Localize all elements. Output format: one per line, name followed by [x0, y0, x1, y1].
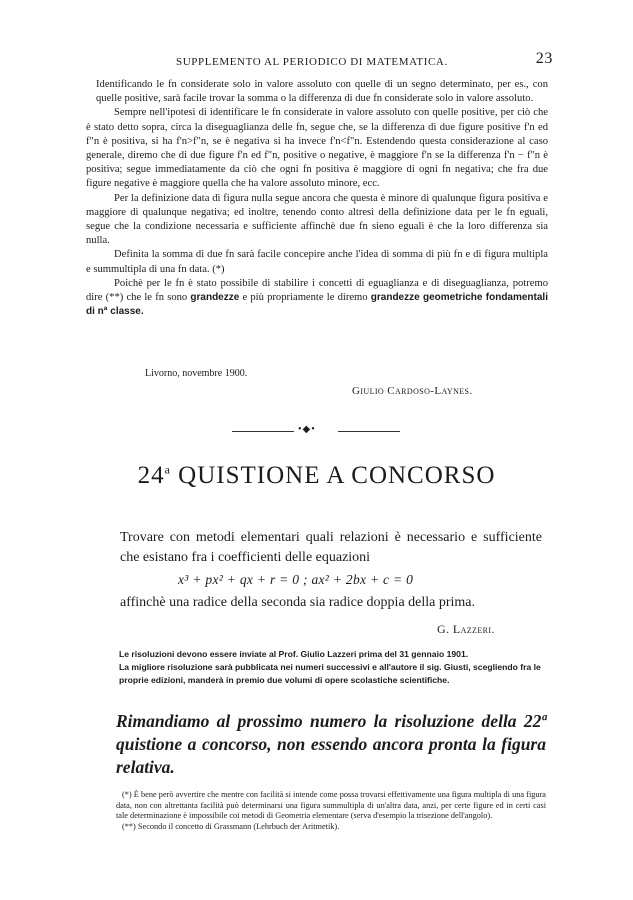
- paragraph: Sempre nell'ipotesi di identificare le fn considerate in valore assoluto con quelle positive, per ciò che è stato detto sopra, circa la diseguaglianza delle fn, segue che, se la differenza di due figure positive f'n ed f"n è positiva, si ha f'n>f"n, se è negativa si ha invece f'n<f"n. Estendendo questa considerazione al caso generale, diremo che di due figure f'n ed f"n, positive o negative, è maggiore f'n se la differenza f'n − f"n è positiva; segue immediatamente da ciò che ogni fn positiva è maggiore di ogni fn negativa; che fra due figure negative è maggiore quella che ha valore assoluto minore, ecc.: [86, 107, 548, 190]
- divider-right: [338, 431, 400, 432]
- paragraph-text: e più propriamente le diremo: [242, 292, 368, 304]
- paragraph-last: [86, 277, 548, 320]
- footnote: (**) Secondo il concetto di Grassmann (Lehrbuch der Aritmetik).: [122, 821, 340, 831]
- article-body: [86, 78, 548, 319]
- paragraph-text: Poichè per le fn è stato possibile di stabilire i concetti di eguaglianza e di diseguaglianza, potremo dire (**) che le fn sono: [86, 277, 548, 304]
- footnotes: [116, 790, 546, 832]
- notice-line: Le risoluzioni devono essere inviate al Prof. Giulio Lazzeri prima del 31 gennaio 1901.: [119, 649, 469, 659]
- divider-left: [232, 431, 294, 432]
- bold-term: grandezze geometriche fondamentali di nª classe.: [86, 292, 548, 318]
- question-number: 24: [137, 462, 165, 489]
- question-title: [0, 462, 633, 490]
- journal-title: SUPPLEMENTO AL PERIODICO DI MATEMATICA.: [176, 56, 448, 68]
- announcement: Rimandiamo al prossimo numero la risoluzione della 22ª quistione a concorso, non essendo ancora pronta la figura relativa.: [116, 711, 546, 777]
- page-number: 23: [535, 50, 553, 67]
- question-number-sup: a: [164, 462, 171, 477]
- paragraph: Per la definizione data di figura nulla segue ancora che questa è minore di qualunque figura positiva e maggiore di qualunque negativa; ed inoltre, tenendo conto altresì della definizione data per le fn eguali, segue che la condizione necessaria e sufficiente affinchè due fn sieno eguali è che la loro differenza sia nulla.: [86, 192, 548, 247]
- article-author: Giulio Cardoso-Laynes.: [352, 385, 473, 397]
- paragraph: Identificando le fn considerate solo in valore assoluto con quelle di un segno determinato, per es., con quelle positive, sarà facile trovar la somma o la differenza di due fn considerate solo in valore assoluto.: [96, 79, 548, 105]
- question-heading: QUISTIONE A CONCORSO: [178, 462, 496, 489]
- question-signature: G. Lazzeri.: [437, 622, 495, 636]
- notice-line: La migliore risoluzione sarà pubblicata nei numeri successivi e all'autore il sig. Giusti, scegliendo fra le proprie edizioni, manderà in premio due volumi di opere scolastiche scientifiche.: [119, 662, 541, 685]
- ornament: •◆•: [298, 424, 316, 435]
- submission-notice: [104, 648, 544, 687]
- equations: x³ + px² + qx + r = 0 ; ax² + 2bx + c = 0: [178, 572, 414, 587]
- question-text: Trovare con metodi elementari quali relazioni è necessario e sufficiente che esistano fra i coefficienti delle equazioni: [120, 530, 542, 565]
- running-header: [86, 50, 553, 72]
- article-date: Livorno, novembre 1900.: [145, 368, 248, 379]
- bold-term: grandezze: [190, 292, 240, 304]
- footnote: (*) È bene però avvertire che mentre con facilità si intende come possa trovarsi effettivamente una figura multipla di una figura data, non con altrettanta facilità può determinarsi una figura summultipla di un'altra data, anzi, per certe figure ed in certi casi tale determinazione è impossibile coi metodi di Geometria elementare (serva d'esempio la trisezione dell'angolo).: [116, 790, 546, 821]
- paragraph: Definita la somma di due fn sarà facile concepire anche l'idea di somma di più fn e di figura multipla e summultipla di una fn data. (*): [86, 249, 548, 275]
- question-text-end: affinchè una radice della seconda sia radice doppia della prima.: [120, 595, 476, 610]
